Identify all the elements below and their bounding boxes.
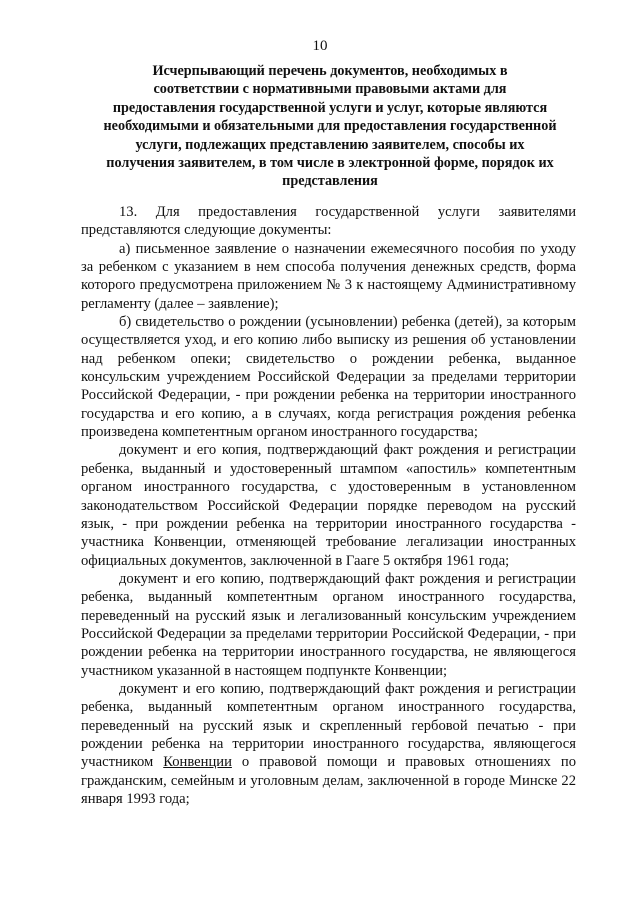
heading-line: необходимыми и обязательными для предоставления государственной (103, 118, 557, 135)
heading-line: представления (282, 173, 378, 190)
document-body (81, 203, 576, 808)
heading-line: соответствии с нормативными правовыми актами для (153, 81, 507, 98)
heading-line: услуги, подлежащих представлению заявителем, способы их (135, 136, 525, 153)
paragraph-13: 13. Для предоставления государственной услуги заявителями представляются следующие документы: (81, 204, 576, 239)
paragraph-minsk-convention (81, 680, 576, 808)
paragraph-text: о правовой помощи и правовых отношениях по гражданским, семейным и уголовным делам, заключенной в городе Минске 22 января 1993 года; (81, 754, 576, 807)
paragraph-a: а) письменное заявление о назначении ежемесячного пособия по уходу за ребенком с указанием в нем способа получения денежных средств, форма которого предусмотрена приложением № 3 к настоящему Административному регламенту (далее – заявление); (81, 240, 576, 312)
paragraph-apostille: документ и его копия, подтверждающий факт рождения и регистрации ребенка, выданный и удостоверенный штампом «апостиль» компетентным органом иностранного государства, с удостоверенным в установленном законодательством Российской Федерации порядке переводом на русский язык, - при рождении ребенка на территории иностранного государства - участника Конвенции, отменяющей требование легализации иностранных официальных документов, заключенной в Гааге 5 октября 1961 года; (81, 442, 576, 569)
page-number: 10 (312, 38, 328, 54)
convention-link[interactable]: Конвенции (163, 754, 232, 771)
heading-line: предоставления государственной услуги и услуг, которые являются (112, 99, 548, 116)
paragraph-b: б) свидетельство о рождении (усыновлении) ребенка (детей), за которым осуществляется уход, и его копию либо выписку из решения об установлении над ребенком опеки; свидетельство о рождении ребенка, выданное консульским учреждением Российской Федерации за пределами территории Российской Федерации, - при рождении ребенка на территории иностранного государства и его копию, а в случаях, когда регистрация рождения ребенка произведена компетентным органом иностранного государства; (81, 314, 576, 441)
heading-line: Исчерпывающий перечень документов, необходимых в (152, 63, 508, 79)
paragraph-text: документ и его копию, подтверждающий факт рождения и регистрации ребенка, выданный компетентным органом иностранного государства, переведенный на русский язык и скрепленный гербовой печатью - при рождении ребенка на территории иностранного государства, являющегося участником (81, 680, 576, 771)
section-heading (80, 62, 580, 191)
paragraph-legalized: документ и его копию, подтверждающий факт рождения и регистрации ребенка, выданный компетентным органом иностранного государства, переведенный на русский язык и легализованный консульским учреждением Российской Федерации за пределами территории Российской Федерации, - при рождении ребенка на территории иностранного государства, не являющегося участником указанной в настоящем подпункте Конвенции; (81, 570, 576, 679)
heading-line: получения заявителем, в том числе в электронной форме, порядок их (106, 155, 554, 172)
